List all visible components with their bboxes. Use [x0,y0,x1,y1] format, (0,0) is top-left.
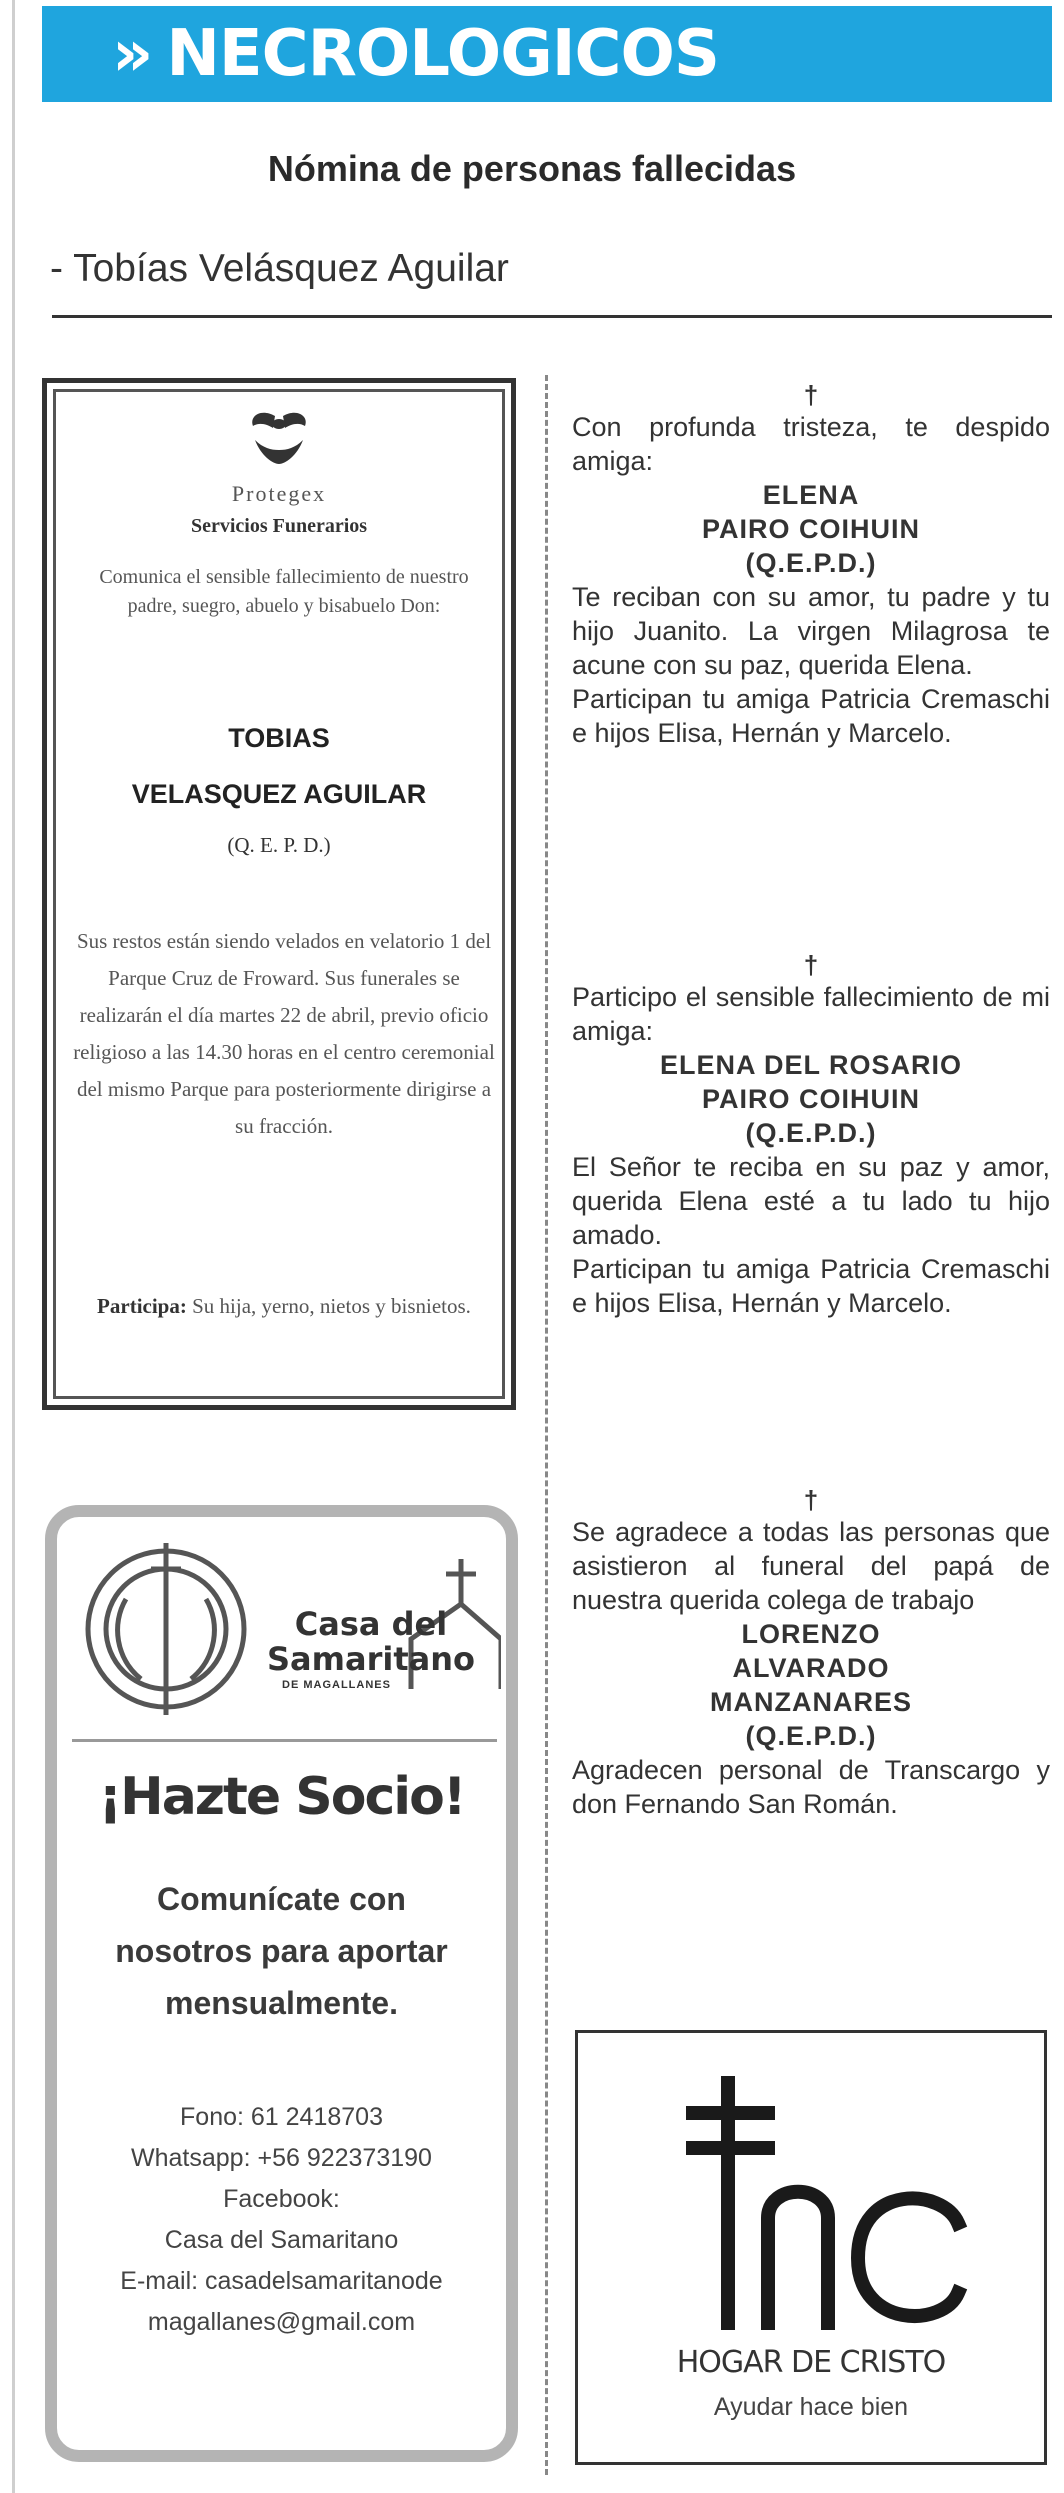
notice-3 [572,1485,1050,1821]
column-separator [545,375,548,2475]
notice-name: PAIRO COIHUIN [701,1084,920,1114]
section-title [112,6,719,102]
samaritano-phone: Fono: 61 2418703 [180,2103,383,2131]
participa-text: Su hija, yerno, nietos y bisnietos. [186,1294,471,1318]
notice-message: Te reciban con su amor, tu padre y tu hijo Juanito. La virgen Milagrosa te acune con su paz, querida Elena. [572,582,1050,680]
funeral-details: Sus restos están siendo velados en velatorio 1 del Parque Cruz de Froward. Sus funerales se realizarán el día martes 22 de abril, previo oficio religioso a las 14.30 horas en el centro ceremonial del mismo Parque para posteriormente dirigirse a su fracción. [73,929,495,1138]
deceased-last-name: VELASQUEZ AGUILAR [131,779,427,809]
samaritano-ad [45,1505,518,2462]
notice-name: ELENA [762,480,860,510]
samaritano-logo-line2: Samaritano [267,1640,475,1678]
funeral-brand: Protegex [231,481,327,506]
double-chevron-icon: » [112,17,153,91]
funeral-services-label: Servicios Funerarios [190,515,368,537]
hogar-de-cristo-logo-icon [658,2073,968,2333]
notice-name: LORENZO [741,1619,881,1649]
notice-intro: Se agradece a todas las personas que asistieron al funeral del papá de nuestra querida colega de trabajo [572,1517,1050,1615]
samaritano-facebook-label: Facebook: [223,2185,340,2213]
cross-icon: † [803,380,819,410]
deceased-first-name: TOBIAS [228,723,330,753]
cross-icon: † [803,1485,819,1515]
cross-icon: † [803,950,819,980]
funeral-participants [67,1288,501,1325]
section-title-text: NECROLOGICOS [166,17,719,91]
dove-hands-icon [47,403,511,473]
deceased-list-item: - Tobías Velásquez Aguilar [50,247,509,290]
notice-2 [572,950,1050,1320]
notice-1 [572,380,1050,750]
notice-name: ALVARADO [732,1653,890,1683]
hogar-de-cristo-ad [575,2030,1047,2465]
samaritano-email: E-mail: casadelsamaritanode [120,2267,443,2295]
qepd-label: (Q.E.P.D.) [745,548,877,578]
samaritano-facebook-value: Casa del Samaritano [164,2226,399,2254]
notice-message: El Señor te reciba en su paz y amor, querida Elena esté a tu lado tu hijo amado. [572,1152,1050,1250]
qepd-label: (Q.E.P.D.) [745,1721,877,1751]
samaritano-message-line: Comunícate con [157,1881,406,1917]
notice-name: MANZANARES [710,1687,912,1717]
qepd-label: (Q.E.P.D.) [745,1118,877,1148]
divider [72,1739,497,1742]
notice-intro: Participo el sensible fallecimiento de mi amiga: [572,982,1050,1046]
samaritano-logo-sub: DE MAGALLANES [282,1679,391,1691]
divider [52,315,1052,318]
funeral-intro: Comunica el sensible fallecimiento de nuestro padre, suegro, abuelo y bisabuelo Don: [99,566,469,617]
section-subtitle: Nómina de personas fallecidas [267,148,797,189]
page-edge-line [12,0,15,2493]
notice-signed: Participan tu amiga Patricia Cremaschi e hijos Elisa, Hernán y Marcelo. [572,684,1050,748]
section-banner [42,6,1052,102]
notice-intro: Con profunda tristeza, te despido amiga: [572,412,1050,476]
samaritano-cta: ¡Hazte Socio! [98,1767,465,1827]
participa-label: Participa: [97,1294,187,1318]
notice-signed: Participan tu amiga Patricia Cremaschi e hijos Elisa, Hernán y Marcelo. [572,1254,1050,1318]
samaritano-email: magallanes@gmail.com [147,2308,416,2336]
funeral-notice-card [42,378,516,1410]
notice-signed: Agradecen personal de Transcargo y don Fernando San Román. [572,1755,1050,1819]
notice-name: PAIRO COIHUIN [701,514,920,544]
samaritano-logo-text [267,1607,475,1677]
samaritano-message-line: nosotros para aportar [115,1933,448,1969]
samaritano-message-line: mensualmente. [165,1985,398,2021]
samaritano-whatsapp: Whatsapp: +56 922373190 [131,2144,432,2172]
samaritano-message [57,1873,506,2029]
notice-name: ELENA DEL ROSARIO [659,1050,963,1080]
hogar-slogan: Ayudar hace bien [713,2393,909,2421]
qepd-label: (Q. E. P. D.) [227,833,331,857]
samaritano-logo-line1: Casa del [294,1605,448,1643]
samaritano-contact [57,2097,506,2343]
hogar-name: HOGAR DE CRISTO [676,2345,946,2380]
